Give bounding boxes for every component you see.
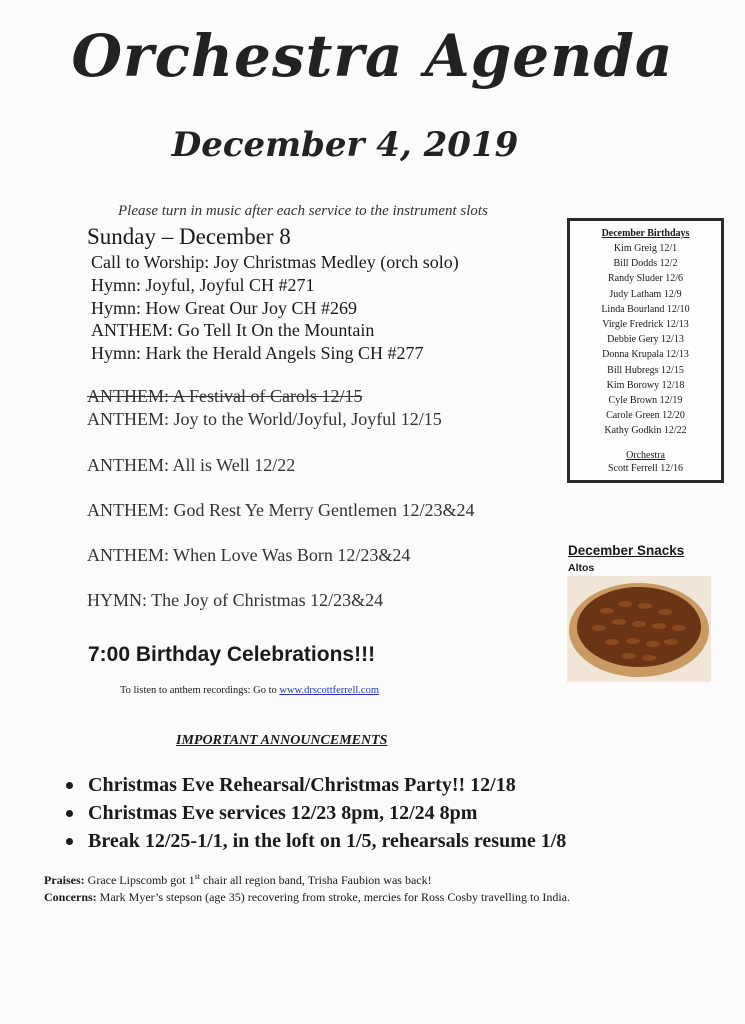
praises-sup: st xyxy=(194,872,200,881)
announcement-item: Christmas Eve services 12/23 8pm, 12/24 8pm xyxy=(66,799,566,827)
birthdays-title: December Birthdays xyxy=(601,228,690,239)
birthday-entry: Judy Latham 12/9 xyxy=(609,288,682,300)
praises-label: Praises: xyxy=(44,873,85,887)
praises-text: Grace Lipscomb got 1 xyxy=(84,873,195,887)
birthday-entry: Donna Krupala 12/13 xyxy=(602,349,689,361)
agenda-date: December 4, 2019 xyxy=(171,125,519,165)
birthday-entry: Kathy Godkin 12/22 xyxy=(604,425,687,437)
birthday-entry: Debbie Gery 12/13 xyxy=(607,334,684,346)
birthday-entry: Virgle Fredrick 12/13 xyxy=(602,318,689,330)
concerns-label: Concerns: xyxy=(44,890,97,904)
sunday-heading: Sunday – December 8 xyxy=(87,224,291,249)
announcements-title: IMPORTANT ANNOUNCEMENTS xyxy=(176,733,388,748)
announcement-item: Break 12/25-1/1, in the loft on 1/5, rehearsals resume 1/8 xyxy=(66,827,566,855)
birthday-entry: Bill Hubregs 12/15 xyxy=(607,364,684,376)
service-item: ANTHEM: Go Tell It On the Mountain xyxy=(91,320,375,340)
upcoming-item: ANTHEM: God Rest Ye Merry Gentlemen 12/23&24 xyxy=(87,500,475,520)
birthdays-box xyxy=(567,218,724,483)
snacks-group: Altos xyxy=(568,562,595,574)
page-title: Orchestra Agenda xyxy=(71,22,674,90)
service-item: Call to Worship: Joy Christmas Medley (orch solo) xyxy=(91,252,459,272)
concerns-line xyxy=(44,890,570,905)
praises-line xyxy=(44,872,432,888)
recordings-link[interactable]: www.drscottferrell.com xyxy=(279,685,379,696)
birthday-list xyxy=(570,241,721,438)
birthday-entry: Carole Green 12/20 xyxy=(606,410,685,422)
birthday-entry: Linda Bourland 12/10 xyxy=(601,303,690,315)
snacks-title: December Snacks xyxy=(568,543,685,558)
birthday-entry: Kim Greig 12/1 xyxy=(613,243,678,254)
cancelled-anthem: ANTHEM: A Festival of Carols 12/15 xyxy=(87,386,363,406)
listen-note xyxy=(120,685,379,696)
praises-text-rest: chair all region band, Trisha Faubion was back! xyxy=(199,873,432,887)
birthday-entry: Cyle Brown 12/19 xyxy=(608,394,683,406)
upcoming-item: HYMN: The Joy of Christmas 12/23&24 xyxy=(87,590,384,610)
concerns-text: Mark Myer’s stepson (age 35) recovering from stroke, mercies for Ross Cosby travelling to India. xyxy=(96,890,571,904)
pecan-pie-image xyxy=(567,576,711,682)
orchestra-birthdays-title: Orchestra xyxy=(626,450,665,462)
upcoming-item: ANTHEM: Joy to the World/Joyful, Joyful 12/15 xyxy=(87,409,442,429)
announcements-list xyxy=(66,771,566,855)
birthday-entry: Bill Dodds 12/2 xyxy=(613,258,678,270)
service-item: Hymn: Hark the Herald Angels Sing CH #277 xyxy=(91,343,424,363)
music-notice: Please turn in music after each service to the instrument slots xyxy=(118,203,488,219)
announcement-item: Christmas Eve Rehearsal/Christmas Party!! 12/18 xyxy=(66,771,566,799)
birthday-celebration: 7:00 Birthday Celebrations!!! xyxy=(88,643,376,666)
birthday-entry: Randy Sluder 12/6 xyxy=(608,273,683,285)
birthday-entry: Kim Borowy 12/18 xyxy=(606,379,685,391)
orchestra-birthday: Scott Ferrell 12/16 xyxy=(608,463,683,475)
upcoming-item: ANTHEM: All is Well 12/22 xyxy=(87,455,296,475)
listen-prefix: To listen to anthem recordings: Go to xyxy=(120,685,280,696)
service-item: Hymn: Joyful, Joyful CH #271 xyxy=(91,275,315,295)
upcoming-item: ANTHEM: When Love Was Born 12/23&24 xyxy=(87,545,411,565)
service-item: Hymn: How Great Our Joy CH #269 xyxy=(91,298,357,318)
